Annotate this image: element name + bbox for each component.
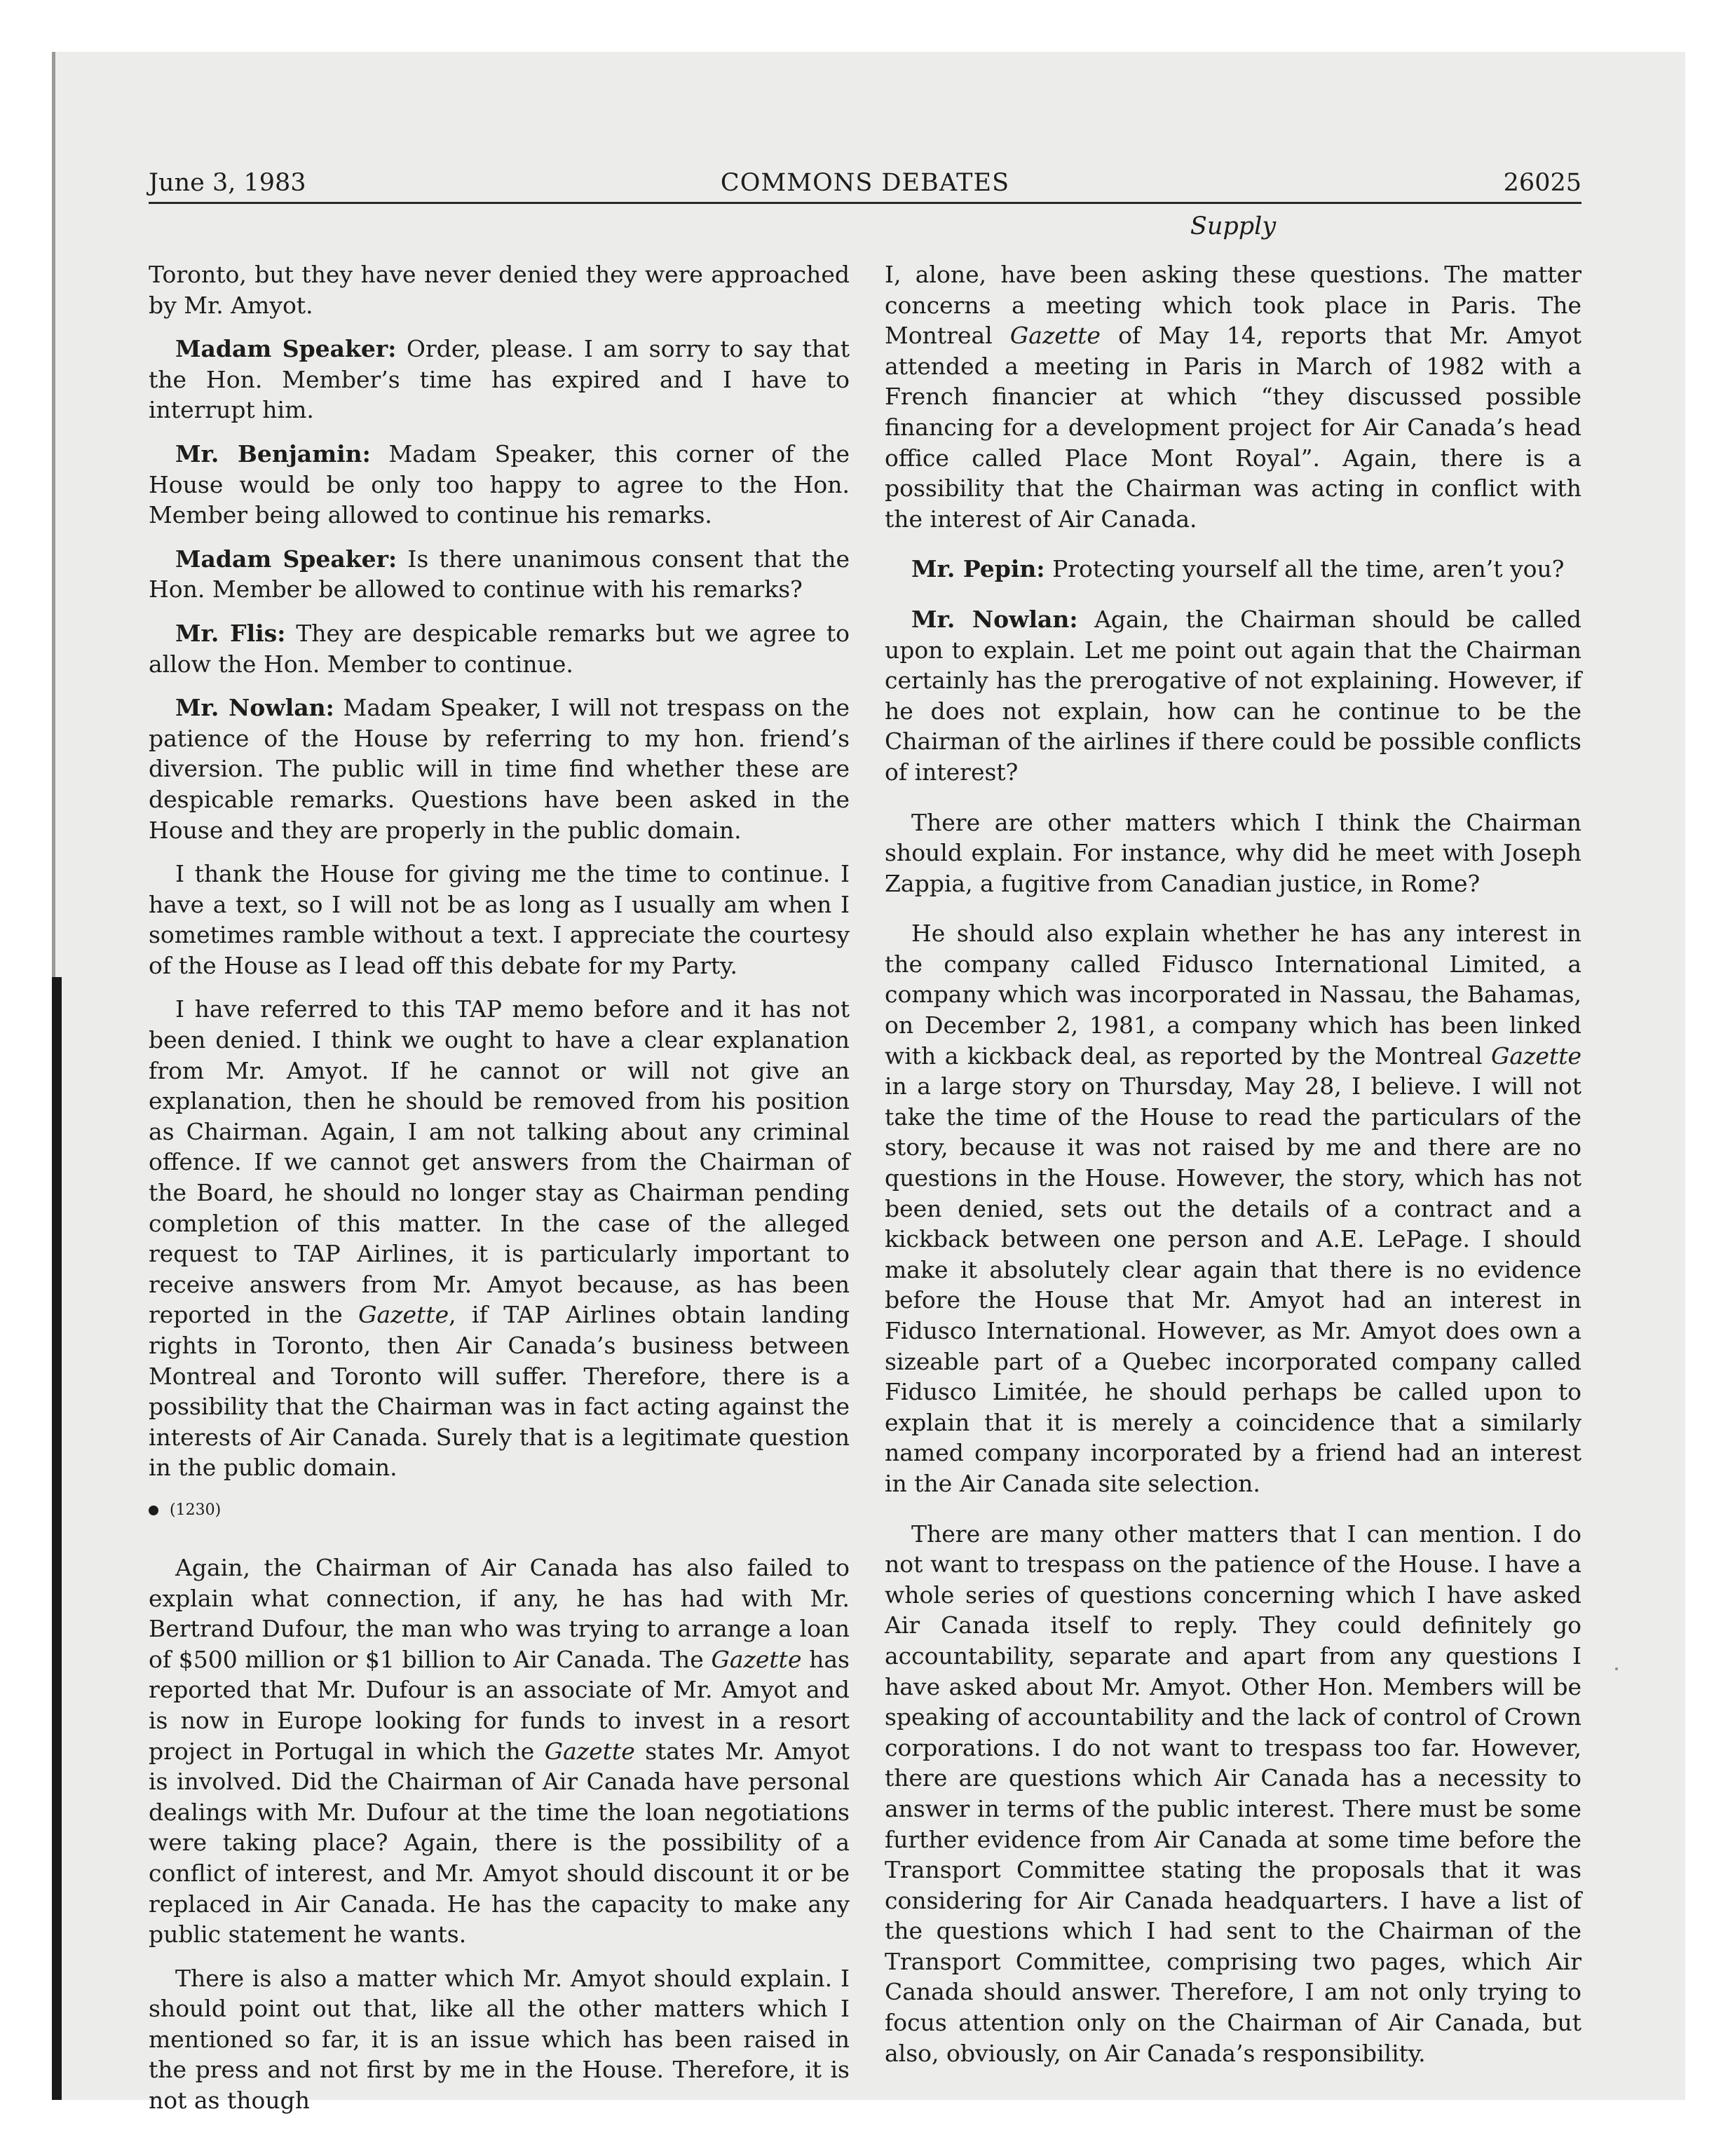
paragraph: I thank the House for giving me the time to continue. I have a text, so I will not be as long as I usually am when I sometimes ramble without a text. I appreciate the courtesy of the House as I lead off this debate for my Party. [149,860,850,979]
text-run: I have referred to this TAP memo before and it has not been denied. I think we ought to have a clear explanation from Mr. Amyot. If he cannot or will not give an explanation, then he should be removed from his position as Chairman. Again, I am not talking about any criminal offence. If we cannot get answers from the Chairman of the Board, he should no longer stay as Chairman pending completion of this matter. In the case of the alleged request to TAP Airlines, it is particularly important to receive answers from Mr. Amyot because, as has been reported in the [149,995,850,1329]
scan-speck [1615,1667,1618,1670]
paragraph [149,692,850,845]
publication-name: Gazette [358,1301,449,1329]
section-title: Supply [1190,212,1277,240]
paragraph [885,604,1581,788]
publication-name: Gazette [1490,1042,1581,1070]
running-header [149,165,1581,204]
speech-text: Again, the Chairman should be called upon to explain. Let me point out again that the Chairman certainly has the prerogative of not explaining. However, if he does not explain, how can he continue to be the Chairman of the airlines if there could be possible conflicts of interest? [885,605,1581,786]
text-run: He should also explain whether he has any interest in the company called Fidusco International Limited, a company which was incorporated in Nassau, the Bahamas, on December 2, 1981, a company which has been linked with a kickback deal, as reported by the Montreal [885,920,1581,1070]
header-publication: COMMONS DEBATES [720,169,1010,197]
header-date: June 3, 1983 [149,169,306,197]
scanned-page [52,52,1685,2115]
paragraph [149,544,850,605]
paragraph [149,618,850,679]
paragraph [149,1553,850,1950]
speaker-name: Mr. Nowlan: [175,694,334,722]
text-run: states Mr. Amyot is involved. Did the Chairman of Air Canada have personal dealings with Mr. Dufour at the time the loan negotiations were taking place? Again, there is the possibility of a conflict of interest, and Mr. Amyot should discount it or be replaced in Air Canada. He has the capacity to make any public statement he wants. [149,1737,850,1949]
paragraph [885,554,1581,585]
paragraph: There are many other matters that I can mention. I do not want to trespass on the patience of the House. I have a whole series of questions concerning which I have asked Air Canada itself to reply. They could definitely go accountability, separate and apart from any questions I have asked about Mr. Amyot. Other Hon. Members will be speaking of accountability and the lack of control of Crown corporations. I do not want to trespass too far. However, there are questions which Air Canada has a necessity to answer in terms of the public interest. There must be some further evidence from Air Canada at some time before the Transport Committee stating the proposals that it was considering for Air Canada headquarters. I have a list of the questions which I had sent to the Chairman of the Transport Committee, comprising two pages, which Air Canada should answer. Therefore, I am not only trying to focus attention only on the Chairman of Air Canada, but also, obviously, on Air Canada’s responsibility. [885,1520,1581,2067]
speech-text: Protecting yourself all the time, aren’t you? [1045,555,1565,583]
header-page-number: 26025 [1503,169,1581,197]
speech-text: They are despicable remarks but we agree to allow the Hon. Member to continue. [149,619,850,678]
text-run: in a large story on Thursday, May 28, I believe. I will not take the time of the House to read the particulars of the story, because it was not raised by me and there are no questions in the House. However, the story, which has not been denied, sets out the details of a contract and a kickback between one person and A.E. LePage. I should make it absolutely clear again that there is no evidence before the House that Mr. Amyot had an interest in Fidusco International. However, as Mr. Amyot does own a sizeable part of a Quebec incorporated company called Fidusco Limitée, he should perhaps be called upon to explain that it is merely a coincidence that a similarly named company incorporated by a friend had an interest in the Air Canada site selection. [885,1072,1581,1497]
speaker-name: Mr. Benjamin: [175,439,371,468]
left-column [149,259,850,2129]
text-run: I, alone, have been asking these questions. The matter concerns a meeting which took place in Paris. The Montreal [885,261,1581,350]
text-run: has reported that Mr. Dufour is an associate of Mr. Amyot and is now in Europe looking for funds to invest in a resort project in Portugal in which the [149,1645,850,1765]
page [52,52,1685,2115]
time-marker [149,1496,850,1524]
speech-text: Madam Speaker, I will not trespass on the patience of the House by referring to my hon. friend’s diversion. The public will in time find whether these are despicable remarks. Questions have been asked in the House and they are properly in the public domain. [149,694,850,844]
paragraph [149,994,850,1483]
text-run: , if TAP Airlines obtain landing rights in Toronto, then Air Canada’s business between Montreal and Toronto will suffer. Therefore, there is a possibility that the Chairman was in fact acting against the interests of Air Canada. Surely that is a legitimate question in the public domain. [149,1301,850,1482]
paragraph: There are other matters which I think the Chairman should explain. For instance, why did he meet with Joseph Zappia, a fugitive from Canadian justice, in Rome? [885,808,1581,897]
paragraph: Toronto, but they have never denied they were approached by Mr. Amyot. [149,261,850,319]
paragraph [149,334,850,425]
publication-name: Gazette [711,1645,802,1673]
publication-name: Gazette [544,1737,635,1765]
text-run: of May 14, reports that Mr. Amyot attended a meeting in Paris in March of 1982 with a French financier at which “they discussed possible financing for a development project for Air Canada’s head office called Place Mont Royal”. Again, there is a possibility that the Chairman was acting in conflict with the interest of Air Canada. [885,322,1581,533]
time-marker-text: (1230) [170,1501,222,1519]
paragraph [149,439,850,531]
paragraph: There is also a matter which Mr. Amyot should explain. I should point out that, like all the other matters which I mentioned so far, it is an issue which has been raised in the press and not first by me in the House. Therefore, it is not as though [149,1964,850,2115]
paragraph [885,259,1581,534]
paragraph [885,918,1581,1499]
speaker-name: Madam Speaker: [175,335,397,363]
speech-text: Is there unanimous consent that the Hon. Member be allowed to continue with his remarks? [149,545,850,603]
right-column [885,259,1581,2082]
speaker-name: Mr. Nowlan: [911,605,1078,633]
speech-text: Order, please. I am sorry to say that the Hon. Member’s time has expired and I have to interrupt him. [149,335,850,424]
speech-text: Madam Speaker, this corner of the House would be only too happy to agree to the Hon. Member being allowed to continue his remarks. [149,439,850,529]
speaker-name: Madam Speaker: [175,545,397,573]
speaker-name: Mr. Pepin: [911,555,1045,583]
bullet-dot-icon [149,1506,158,1515]
publication-name: Gazette [1009,322,1101,350]
text-run: Again, the Chairman of Air Canada has also failed to explain what connection, if any, he has had with Mr. Bertrand Dufour, the man who was trying to arrange a loan of $500 million or $1 billion to Air Canada. The [149,1553,850,1673]
speaker-name: Mr. Flis: [175,619,286,647]
